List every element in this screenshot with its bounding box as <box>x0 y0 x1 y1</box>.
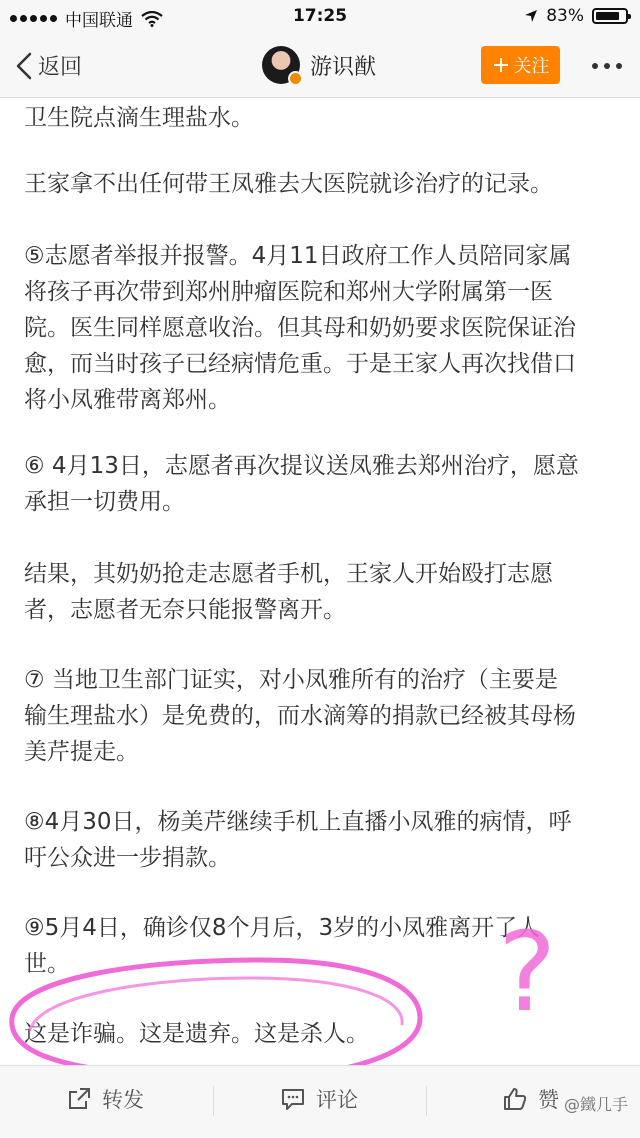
thumbs-up-icon <box>502 1086 528 1112</box>
comment-icon <box>280 1086 306 1112</box>
status-right-group <box>524 6 628 26</box>
battery-level <box>596 12 619 20</box>
question-mark-annotation: ? <box>498 908 557 1036</box>
paragraph: 结果，其奶奶抢走志愿者手机，王家人开始殴打志愿 <box>24 561 553 587</box>
paragraph: 吁公众进一步捐款。 <box>24 845 231 871</box>
repost-button[interactable] <box>66 1084 144 1114</box>
paragraph: ⑧4月30日，杨美芹继续手机上直播小凤雅的病情，呼 <box>24 809 572 835</box>
paragraph: ⑥ 4月13日，志愿者再次提议送凤雅去郑州治疗，愿意 <box>24 453 579 479</box>
paragraph: 愈，而当时孩子已经病情危重。于是王家人再次找借口 <box>24 351 576 377</box>
comment-button[interactable] <box>280 1084 358 1114</box>
paragraph: 王家拿不出任何带王凤雅去大医院就诊治疗的记录。 <box>24 171 553 197</box>
plus-icon <box>492 56 510 74</box>
comment-label: 评论 <box>316 1088 358 1112</box>
follow-button[interactable] <box>481 46 560 84</box>
toolbar-divider <box>426 1086 427 1116</box>
carrier-name: 中国联通 <box>65 11 133 31</box>
location-arrow-icon <box>524 9 538 23</box>
repost-label: 转发 <box>102 1088 144 1112</box>
clock: 17:25 <box>292 6 348 26</box>
like-button[interactable] <box>502 1084 559 1114</box>
follow-label: 关注 <box>513 56 550 77</box>
paragraph: ⑨5月4日，确诊仅8个月后，3岁的小凤雅离开了人 <box>24 915 541 941</box>
paragraph: ⑦ 当地卫生部门证实，对小凤雅所有的治疗（主要是 <box>24 667 558 693</box>
share-icon <box>66 1086 92 1112</box>
paragraph: 卫生院点滴生理盐水。 <box>24 105 254 131</box>
avatar[interactable] <box>262 46 300 84</box>
paragraph: 世。 <box>24 951 70 977</box>
paragraph: 院。医生同样愿意收治。但其母和奶奶要求医院保证治 <box>24 315 576 341</box>
back-button[interactable] <box>14 50 82 81</box>
paragraph: 者，志愿者无奈只能报警离开。 <box>24 597 346 623</box>
chevron-left-icon <box>14 52 34 80</box>
paragraph: 将孩子再次带到郑州肿瘤医院和郑州大学附属第一医 <box>24 279 553 305</box>
paragraph: 这是诈骗。这是遗弃。这是杀人。 <box>24 1021 369 1047</box>
bottom-toolbar <box>0 1065 640 1138</box>
more-options-icon[interactable] <box>592 63 622 69</box>
verified-badge-icon <box>288 71 303 86</box>
battery-icon <box>592 8 628 24</box>
paragraph: 美芹提走。 <box>24 739 139 765</box>
like-label: 赞 <box>538 1088 559 1112</box>
paragraph: 将小凤雅带离郑州。 <box>24 387 231 413</box>
author-info[interactable] <box>262 46 376 84</box>
paragraph: 输生理盐水）是免费的，而水滴筹的捐款已经被其母杨 <box>24 703 576 729</box>
status-bar <box>0 0 640 34</box>
battery-percent: 83% <box>546 6 584 26</box>
nav-bar <box>0 34 640 98</box>
watermark: @鐵几手 <box>563 1095 628 1114</box>
author-name[interactable]: 游识猷 <box>310 54 377 80</box>
toolbar-divider <box>213 1086 214 1116</box>
paragraph: ⑤志愿者举报并报警。4月11日政府工作人员陪同家属 <box>24 243 572 269</box>
paragraph: 承担一切费用。 <box>24 489 185 515</box>
back-label: 返回 <box>38 55 83 80</box>
